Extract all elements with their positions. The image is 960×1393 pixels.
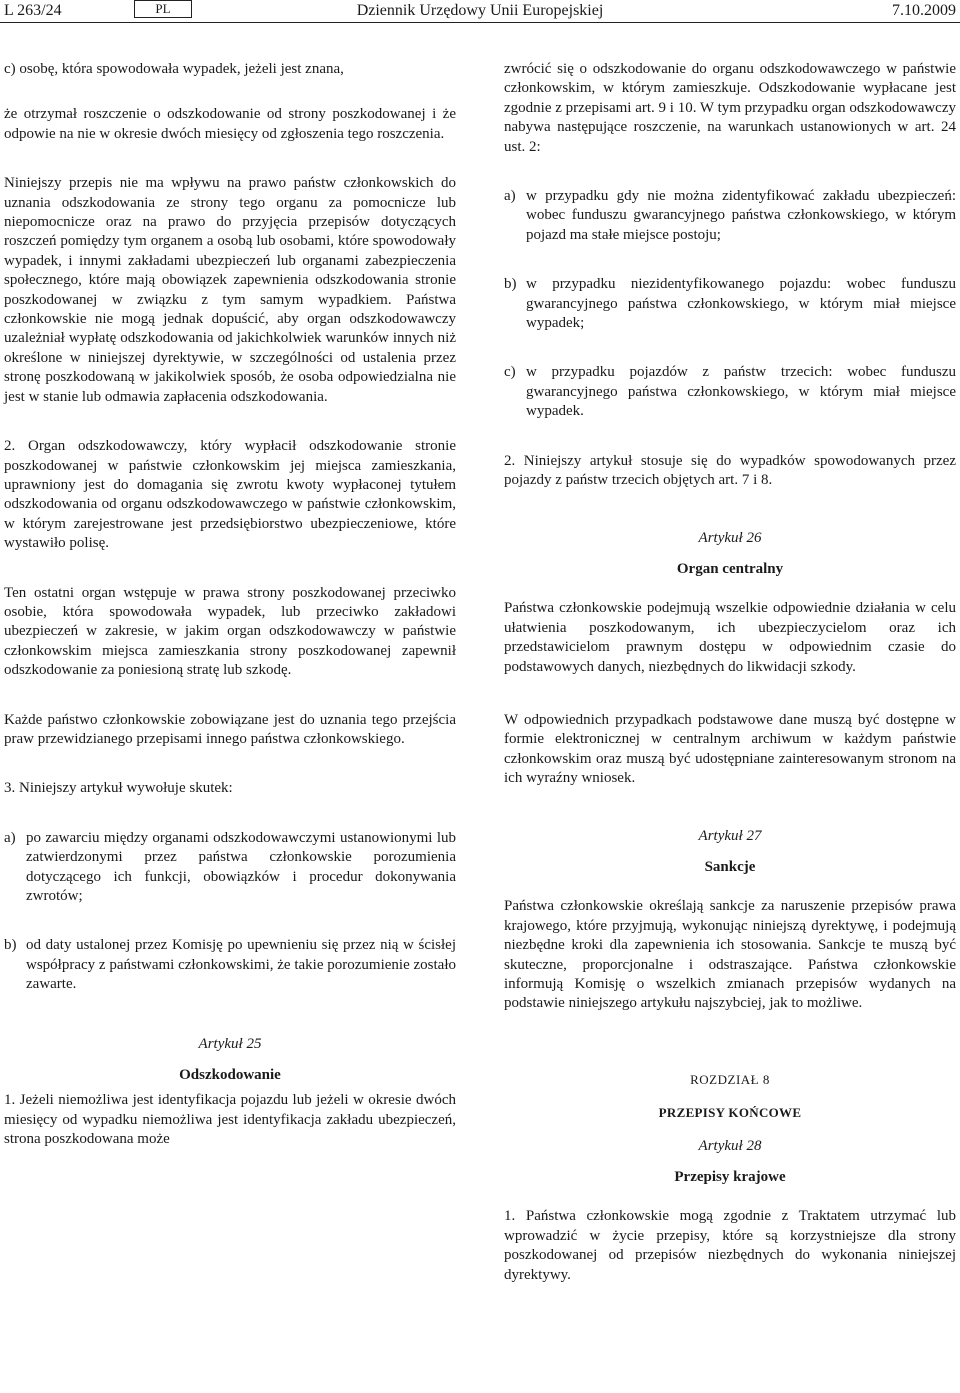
- language-badge: PL: [134, 0, 192, 18]
- list-item-label: b): [504, 276, 517, 293]
- paragraph: 1. Jeżeli niemożliwa jest identyfikacja pojazdu lub jeżeli w okresie dwóch miesięcy od wypadku niemożliwa jest identyfikacja zakładu ubezpieczeń, strona poszkodowana może: [4, 1092, 456, 1148]
- paragraph: że otrzymał roszczenie o odszkodowanie od strony poszkodowanej i że odpowie na nie w okresie dwóch miesięcy od zgłoszenia tego roszczenia.: [4, 106, 456, 142]
- paragraph: Ten ostatni organ wstępuje w prawa strony poszkodowanej przeciwko osobie, która spowodowała wypadek, lub przeciwko zakładowi ubezpieczeń w zakresie, w jakim organ odszkodowawczy w państwie członkowskim miejsca zamieszkania strony poszkodowanej zapewnił odszkodowanie za poniesioną stratę lub szkodę.: [4, 584, 456, 679]
- list-item: [4, 829, 456, 907]
- left-column: [4, 60, 456, 1179]
- paragraph: zwrócić się o odszkodowanie do organu odszkodowawczego w państwie członkowskim, w którym zamieszkuje. Odszkodowanie wypłacane jest zgodnie z przepisami art. 9 i 10. W tym przypadku organ odszkodowawczy nabywa następujące roszczenie, na warunkach ustanowionych w art. 24 ust. 2:: [504, 61, 956, 155]
- paragraph: Niniejszy przepis nie ma wpływu na prawo państw członkowskich do uznania odszkodowania ze strony tego organu za pomocnicze lub niepomocnicze oraz na prawo do przyjęcia przepisów dotyczących roszczeń pomiędzy tym organem a osobą lub osobami, które spowodowały wypadek, i innymi zakładami ubezpieczeń lub organami zabezpieczenia społecznego, które mają obowiązek zapewnienia odszkodowania stronie poszkodowanej w związku z tym samym wypadkiem. Państwa członkowskie nie mogą jednak dopuścić, aby organ odszkodowawczy uzależniał wypłatę odszkodowania od jakichkolwiek warunków innych niż określone w niniejszej dyrektywie, w szczególności od ustalenia przez stronę poszkodowaną w jakikolwiek sposób, że osoba odpowiedzialna nie jest w stanie lub odmawia zapłacenia odszkodowania.: [4, 175, 456, 405]
- list-item-label: a): [4, 829, 16, 846]
- list-item: [504, 363, 956, 421]
- list-item-label: b): [4, 937, 17, 954]
- chapter-label: ROZDZIAŁ 8: [690, 1071, 770, 1087]
- list-item-text: w przypadku niezidentyfikowanego pojazdu: wobec funduszu gwarancyjnego państwa członkowskiego, w którym miał miejsce wypadek;: [526, 276, 956, 332]
- list-item-label: a): [504, 188, 516, 205]
- article-label: Artykuł 25: [198, 1035, 262, 1052]
- article-title: Organ centralny: [676, 560, 784, 577]
- right-column: [504, 60, 956, 1314]
- article-title: Sankcje: [704, 858, 756, 875]
- article-label: Artykuł 27: [698, 827, 762, 844]
- paragraph: c) osobę, która spowodowała wypadek, jeżeli jest znana,: [4, 61, 344, 77]
- publication-date: 7.10.2009: [892, 2, 956, 19]
- paragraph: Państwa członkowskie podejmują wszelkie odpowiednie działania w celu ułatwienia poszkodowanym, ich ubezpieczycielom oraz ich przedstawicielom prawnym dostępu w odpowiednim czasie do podstawowych danych, niezbędnych do likwidacji szkody.: [504, 600, 956, 675]
- article-label: Artykuł 28: [698, 1137, 762, 1154]
- paragraph: 1. Państwa członkowskie mogą zgodnie z Traktatem utrzymać lub wprowadzić w życie przepisy, które są korzystniejsze dla strony poszkodowanej od przepisów niezbędnych do wykonania niniejszej dyrektywy.: [504, 1208, 956, 1283]
- paragraph: Państwa członkowskie określają sankcje za naruszenie przepisów prawa krajowego, które przyjmują, wykonując niniejszą dyrektywę, i podejmują niezbędne kroki dla zapewnienia ich stosowania. Sankcje te muszą być skuteczne, proporcjonalne i odstraszające. Państwa członkowskie informują Komisję o wszelkich zmianach przepisów wydanych na podstawie niniejszego artykułu najszybciej, jak to możliwe.: [504, 898, 956, 1012]
- chapter-title: PRZEPISY KOŃCOWE: [658, 1105, 802, 1121]
- list-item: [504, 187, 956, 245]
- list-item: [504, 275, 956, 333]
- article-title: Przepisy krajowe: [674, 1169, 786, 1186]
- paragraph: 2. Organ odszkodowawczy, który wypłacił odszkodowanie stronie poszkodowanej w państwie członkowskim jej miejsca zamieszkania, uprawniony jest do domagania się zwrotu kwoty wypłaconej tytułem odszkodowania od organu odszkodowawczego w państwie członkowskim, w którym zarejestrowane jest przedsiębiorstwo ubezpieczeniowe, które wystawiło polisę.: [4, 438, 456, 552]
- page-header: [0, 0, 960, 23]
- page-reference: L 263/24: [4, 2, 62, 19]
- list-item-text: po zawarciu między organami odszkodowawczymi ustanowionymi lub zatwierdzonymi przez państwa członkowskie porozumienia dotyczącego ich funkcji, obowiązków i procedur dokonywania zwrotów;: [26, 829, 456, 904]
- list-item: [4, 936, 456, 994]
- list-item-text: w przypadku pojazdów z państw trzecich: wobec funduszu gwarancyjnego państwa członkowskiego, w którym miał miejsce wypadek.: [526, 364, 956, 420]
- paragraph: 3. Niniejszy artykuł wywołuje skutek:: [4, 780, 233, 797]
- list-item-text: od daty ustalonej przez Komisję po upewnieniu się przez nią w ścisłej współpracy z państwami członkowskimi, że takie porozumienie zostało zawarte.: [26, 937, 456, 993]
- journal-title: Dziennik Urzędowy Unii Europejskiej: [356, 2, 604, 19]
- article-label: Artykuł 26: [698, 529, 762, 546]
- article-title: Odszkodowanie: [179, 1067, 281, 1084]
- paragraph: 2. Niniejszy artykuł stosuje się do wypadków spowodowanych przez pojazdy z państw trzecich objętych art. 7 i 8.: [504, 452, 956, 489]
- list-item-label: c): [504, 364, 516, 381]
- paragraph: Każde państwo członkowskie zobowiązane jest do uznania tego przejścia praw przewidzianego przepisami innego państwa członkowskiego.: [4, 711, 456, 747]
- list-item-text: w przypadku gdy nie można zidentyfikować zakładu ubezpieczeń: wobec funduszu gwarancyjnego państwa członkowskiego, w którym pojazd ma stałe miejsce postoju;: [526, 188, 956, 243]
- paragraph: W odpowiednich przypadkach podstawowe dane muszą być dostępne w formie elektronicznej w centralnym archiwum w każdym państwie członkowskim oraz muszą być udostępniane zainteresowanym stronom na ich wyraźny wniosek.: [504, 711, 956, 787]
